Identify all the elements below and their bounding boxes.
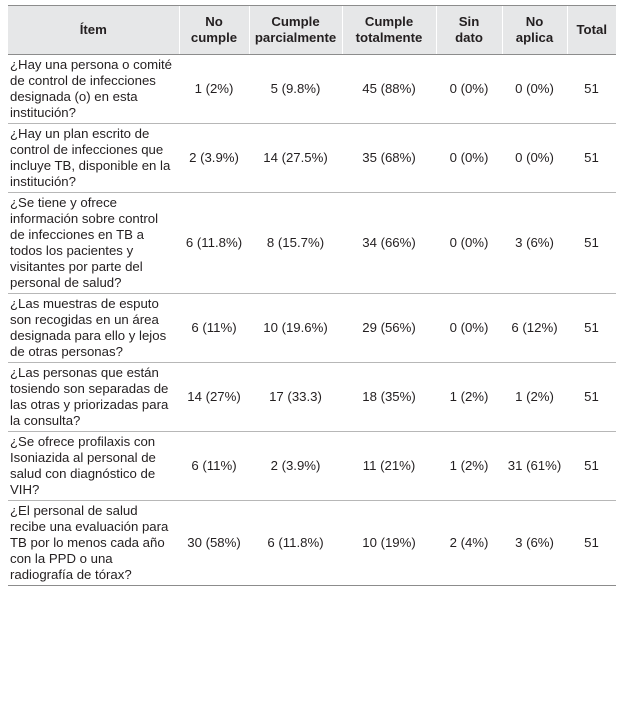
table-body [8,55,616,586]
header-item: Ítem [8,6,179,55]
cell-cumple-parcialmente: 2 (3.9%) [249,432,342,501]
cell-no-aplica: 3 (6%) [502,501,567,586]
cell-item: ¿Se ofrece profilaxis con Isoniazida al personal de salud con diagnóstico de VIH? [8,432,179,501]
cell-item: ¿Hay una persona o comité de control de infecciones designada (o) en esta institución? [8,55,179,124]
table-row [8,363,616,432]
cell-no-cumple: 2 (3.9%) [179,124,249,193]
table-row [8,294,616,363]
cell-item: ¿Las muestras de esputo son recogidas en un área designada para ello y lejos de otras personas? [8,294,179,363]
table-row [8,501,616,586]
cell-total: 51 [567,501,616,586]
header-no-aplica: No aplica [502,6,567,55]
cell-total: 51 [567,294,616,363]
cell-sin-dato: 2 (4%) [436,501,502,586]
cell-no-cumple: 30 (58%) [179,501,249,586]
cell-item: ¿Las personas que están tosiendo son separadas de las otras y priorizadas para la consulta? [8,363,179,432]
cell-sin-dato: 0 (0%) [436,193,502,294]
cell-no-aplica: 1 (2%) [502,363,567,432]
cell-cumple-totalmente: 29 (56%) [342,294,436,363]
cell-no-cumple: 14 (27%) [179,363,249,432]
table-header [8,6,616,55]
cell-no-aplica: 0 (0%) [502,55,567,124]
table-container [8,5,616,586]
cell-no-aplica: 31 (61%) [502,432,567,501]
table-row [8,432,616,501]
cell-cumple-totalmente: 35 (68%) [342,124,436,193]
cell-total: 51 [567,124,616,193]
header-cumple-totalmente: Cumple totalmente [342,6,436,55]
cell-no-aplica: 6 (12%) [502,294,567,363]
cell-no-aplica: 3 (6%) [502,193,567,294]
cell-sin-dato: 1 (2%) [436,363,502,432]
compliance-table [8,5,616,586]
cell-no-aplica: 0 (0%) [502,124,567,193]
table-row [8,124,616,193]
cell-no-cumple: 6 (11.8%) [179,193,249,294]
header-sin-dato: Sin dato [436,6,502,55]
cell-sin-dato: 0 (0%) [436,124,502,193]
cell-cumple-totalmente: 11 (21%) [342,432,436,501]
cell-item: ¿Hay un plan escrito de control de infecciones que incluye TB, disponible en la institución? [8,124,179,193]
cell-no-cumple: 6 (11%) [179,432,249,501]
header-row [8,6,616,55]
table-row [8,55,616,124]
cell-cumple-totalmente: 45 (88%) [342,55,436,124]
cell-no-cumple: 6 (11%) [179,294,249,363]
cell-total: 51 [567,363,616,432]
table-row [8,193,616,294]
cell-item: ¿El personal de salud recibe una evaluación para TB por lo menos cada año con la PPD o una radiografía de tórax? [8,501,179,586]
cell-cumple-parcialmente: 10 (19.6%) [249,294,342,363]
cell-sin-dato: 0 (0%) [436,55,502,124]
cell-cumple-totalmente: 34 (66%) [342,193,436,294]
cell-total: 51 [567,432,616,501]
cell-total: 51 [567,193,616,294]
cell-cumple-parcialmente: 14 (27.5%) [249,124,342,193]
header-no-cumple: No cumple [179,6,249,55]
cell-cumple-parcialmente: 6 (11.8%) [249,501,342,586]
header-total: Total [567,6,616,55]
cell-no-cumple: 1 (2%) [179,55,249,124]
cell-cumple-totalmente: 18 (35%) [342,363,436,432]
cell-item: ¿Se tiene y ofrece información sobre control de infecciones en TB a todos los pacientes y visitantes por parte del personal de salud? [8,193,179,294]
cell-cumple-totalmente: 10 (19%) [342,501,436,586]
cell-cumple-parcialmente: 17 (33.3) [249,363,342,432]
cell-cumple-parcialmente: 8 (15.7%) [249,193,342,294]
cell-total: 51 [567,55,616,124]
cell-sin-dato: 1 (2%) [436,432,502,501]
header-cumple-parcialmente: Cumple parcialmente [249,6,342,55]
cell-sin-dato: 0 (0%) [436,294,502,363]
cell-cumple-parcialmente: 5 (9.8%) [249,55,342,124]
